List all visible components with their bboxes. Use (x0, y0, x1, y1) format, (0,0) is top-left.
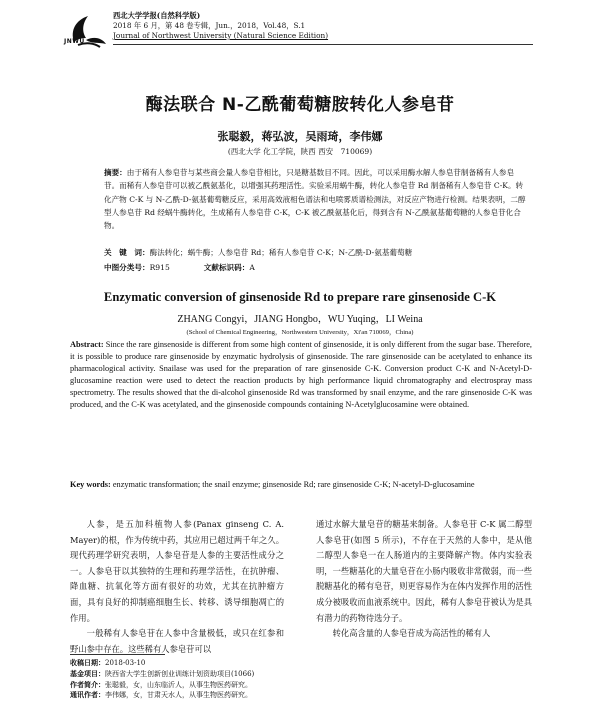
chinese-affiliation: (西北大学 化工学院，陕西 西安 710069) (227, 147, 373, 156)
body-paragraph: 转化高含量的人参皂苷成为高活性的稀有人 (332, 628, 491, 639)
chinese-abstract-text: 由于稀有人参皂苷与某些商会量人参皂苷相比，只是糖基数目不同。因此，可以采用酶水解人参皂苷制备稀有人参皂苷。而稀有人参皂苷可以被乙酰氨基化，以增强其药理活性。实验采用蜗牛酶，转化人参皂苷 Rd 制备稀有人参皂苷 C-K。转化产物 C-K 与 N-乙酰-D-氨基葡萄糖反应，采用高效液相色谱法和电喷雾质谱检测法，对反应产物进行检测。结果表明，二醇型人参皂苷 Rd 经蜗牛酶转化，生成稀有人参皂苷 C-K，C-K 被乙酰氨基化后，得到含有 N-乙酰氨基葡萄糖的人参皂苷化合物。 (104, 168, 526, 231)
header-divider (113, 44, 533, 45)
journal-name-en: Journal of Northwest University (Natural Science Edition) (113, 31, 329, 40)
chinese-keywords-text: 酶法转化；蜗牛酶；人参皂苷 Rd；稀有人参皂苷 C-K；N-乙酰-D-氨基葡萄糖 (149, 248, 413, 257)
issue-line: 2018 年 6 月，第 48 卷专辑，Jun.，2018，Vol.48，S.1 (113, 21, 306, 30)
body-paragraph: 人参，是五加科植物人参(Panax ginseng C. A. Mayer)的根，作为传统中药，其应用已超过两千年之久。现代药理学研究表明，人参皂苷是人参的主要活性成分之一。人参皂苷以其独特的生理和药理学活性，在抗肿瘤、降血糖、抗氧化等方面有很好的功效，尤其在抗肿瘤方面，具有良好的抑制癌细胞生长、转移、诱导细胞凋亡的作用。 (70, 519, 284, 623)
footnote-fund: 基金项目：陕西省大学生创新创业训练计划资助项目(1066) (70, 669, 255, 678)
english-keywords-label: Key words: (70, 480, 111, 489)
class-number-value: R915 (149, 263, 170, 272)
footnotes (70, 658, 254, 701)
chinese-keywords (104, 246, 534, 259)
footnote-author: 作者简介：张聪毅，女，山东临沂人，从事生物医药研究。 (70, 680, 252, 689)
journal-logo-icon (60, 12, 116, 60)
doc-code-label: 文献标识码： (203, 263, 250, 272)
chinese-abstract-label: 摘要： (104, 168, 127, 177)
body-column-left (70, 517, 284, 657)
english-authors: ZHANG Congyi，JIANG Hongbo，WU Yuqing，LI Weina (177, 314, 423, 325)
body-column-right (316, 517, 532, 642)
english-title: Enzymatic conversion of ginsenoside Rd to prepare rare ginsenoside C-K (103, 290, 497, 304)
footnote-received: 收稿日期：2018-03-10 (70, 659, 146, 667)
english-keywords-text: enzymatic transformation; the snail enzyme; ginsenoside Rd; rare ginsenoside C-K; N-acetyl-D-glucosamine (112, 480, 475, 489)
english-abstract-label: Abstract: (70, 340, 104, 349)
english-abstract-text: Since the rare ginsenoside is different from some high content of ginsenoside, it is only different from the sugar base. Therefore, it is possible to produce rare ginsenoside by enzymatic hydrolysis of ginsenoside. The rare ginsenoside can be acetylated to enhance its pharmacological activity. Snailase was used for the preparation of rare ginsenoside C-K. Conversion product C-K and N-Acetyl-D-glucosamine reaction were used to detect the reaction products by high performance liquid chromatography and electrospray mass spectrometry. The results showed that the di-alcohol ginsenoside Rd was transformed by snail enzyme, and the rare ginsenoside C-K was produced, and the C-K was acetylated, and the ginsenoside compounds containing N-Acetylglucosamine were obtained. (70, 340, 532, 410)
journal-name-cn: 西北大学学报(自然科学版) (113, 11, 201, 20)
chinese-authors: 张聪毅，蒋弘波，吴雨琦，李伟娜 (217, 130, 383, 143)
chinese-abstract (104, 166, 528, 232)
logo-text: JNWU (64, 38, 85, 45)
footnote-corresponding: 通讯作者：李伟娜，女，甘肃天水人，从事生物医药研究。 (70, 691, 252, 700)
english-keywords (70, 479, 532, 491)
body-paragraph: 通过水解大量皂苷的糖基来制备。人参皂苷 C-K 属二醇型人参皂苷(如图 5 所示)，不存在于天然的人参中，是从他二醇型人参皂一在人肠道内的主要降解产物。体内实验表明，一些糖基化的大量皂苷在小肠内吸收非常微弱，而一些脱糖基化的稀有皂苷，则更容易作为在体内发挥作用的活性成分被吸收而血液系统中。因此，稀有人参皂苷被认为是具有潜力的药物待选分子。 (316, 519, 532, 623)
body-paragraph: 一般稀有人参皂苷在人参中含量极低，或只在红参和野山参中存在。这些稀有人参皂苷可以 (70, 628, 284, 654)
chinese-title: 酶法联合 N-乙酰葡萄糖胺转化人参皂苷 (145, 95, 455, 115)
english-abstract (70, 339, 532, 412)
doc-code-value: A (249, 263, 255, 272)
footnote-divider (70, 654, 165, 655)
chinese-keywords-label: 关 键 词： (104, 248, 150, 257)
english-affiliation: (School of Chemical Engineering，Northwestern University，Xi'an 710069，China) (186, 329, 414, 336)
classification-line (104, 262, 255, 273)
class-number-label: 中图分类号： (104, 263, 150, 272)
